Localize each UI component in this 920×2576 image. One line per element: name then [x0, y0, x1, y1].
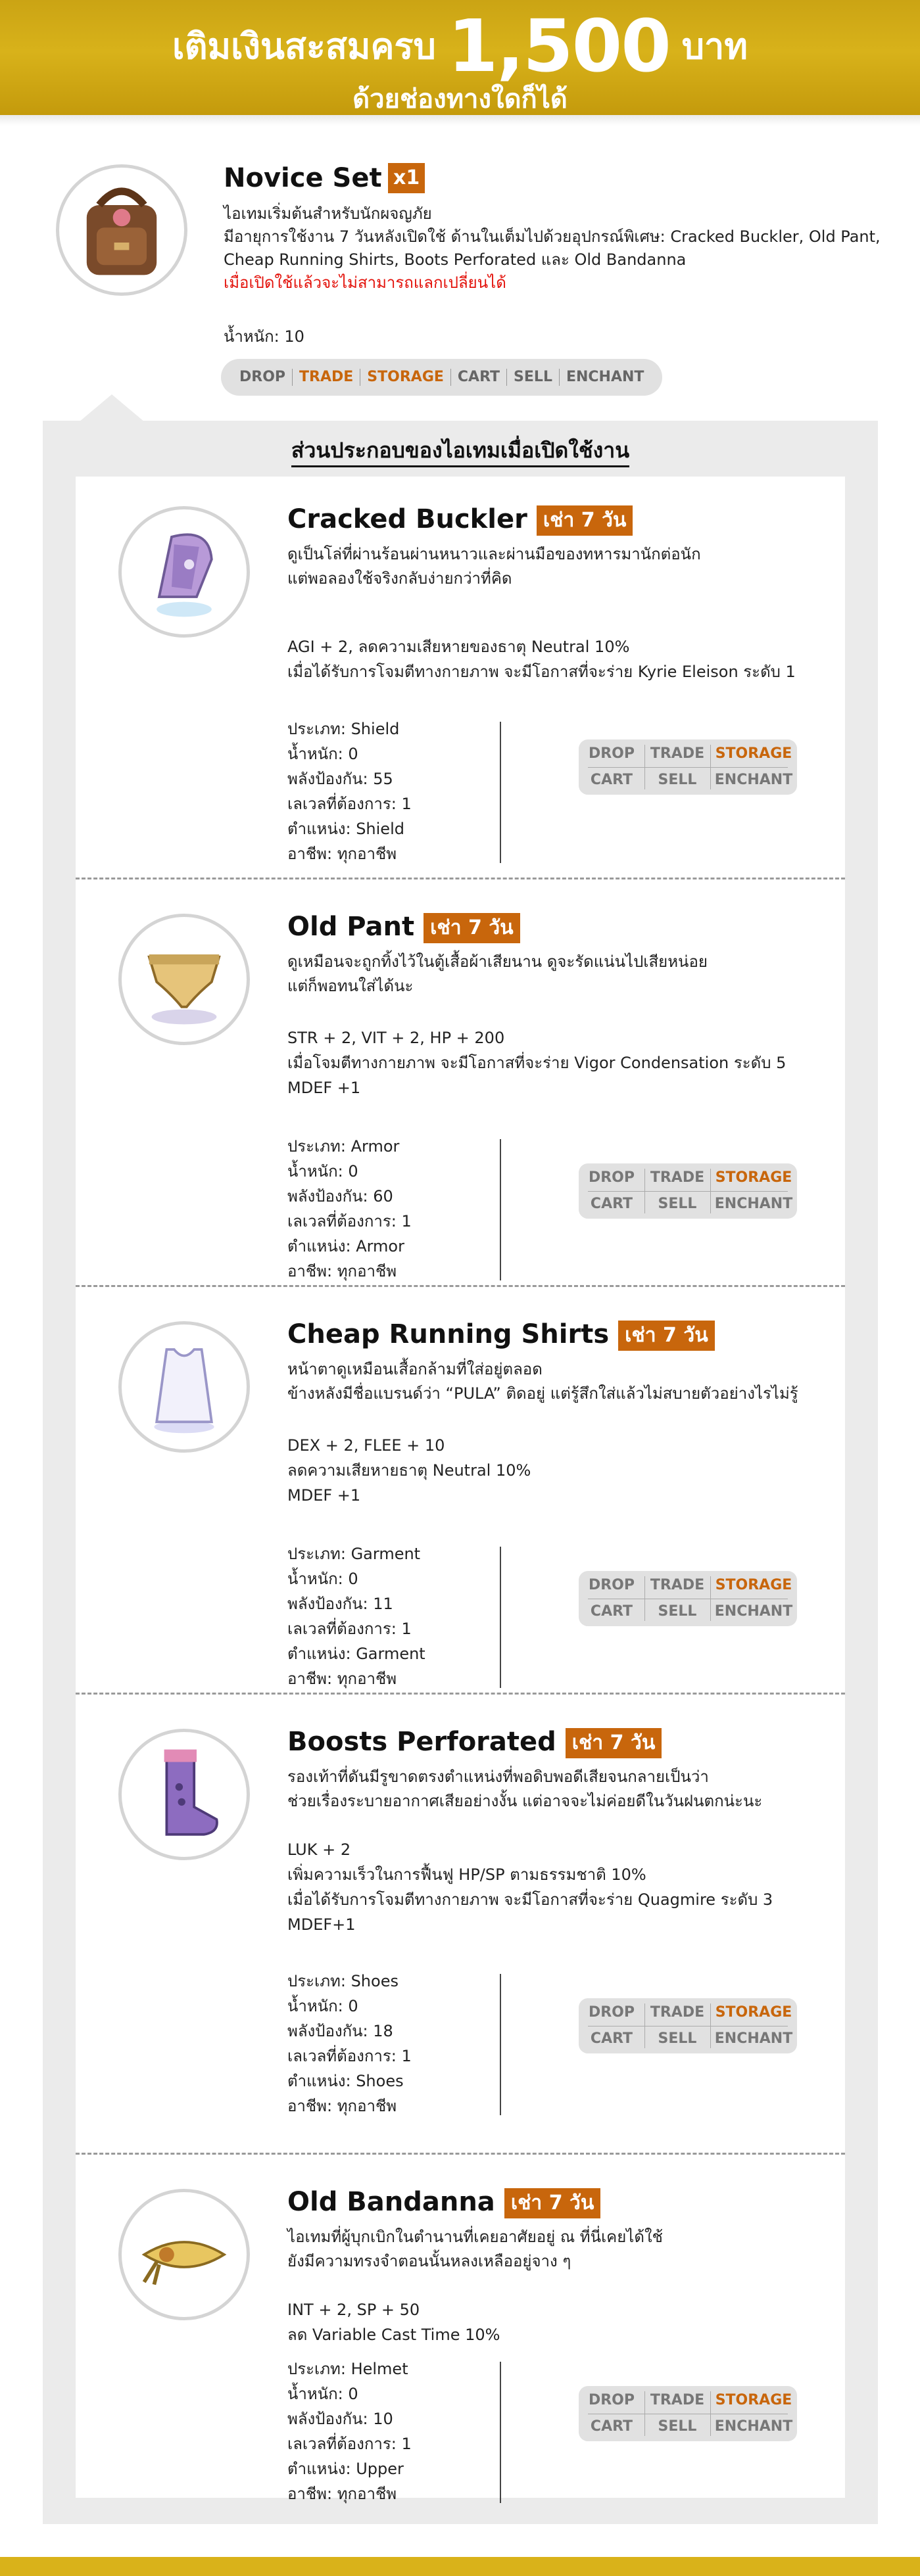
info-line: ตำแหน่ง: Upper	[287, 2460, 404, 2478]
banner-shadow	[0, 115, 920, 126]
tag-separator	[710, 1169, 711, 1213]
tag-sell: SELL	[507, 369, 560, 386]
stat-line: ลดความเสียหายธาตุ Neutral 10%	[287, 1461, 531, 1480]
info-line: อาชีพ: ทุกอาชีพ	[287, 2485, 397, 2503]
set-name: Novice Set	[224, 163, 382, 193]
info-line: น้ำหนัก: 0	[287, 1997, 358, 2015]
set-tags	[221, 359, 662, 396]
tag-separator	[644, 1576, 645, 1621]
info-line: ประเภท: Armor	[287, 1137, 400, 1156]
tag-drop: DROP	[588, 745, 635, 762]
tag-drop: DROP	[588, 1577, 635, 1593]
info-line: น้ำหนัก: 0	[287, 2385, 358, 2403]
set-warning: เมื่อเปิดใช้แล้วจะไม่สามารถแลกเปลี่ยนได้	[224, 273, 506, 292]
tag-sell: SELL	[658, 772, 697, 788]
info-line: อาชีพ: ทุกอาชีพ	[287, 1262, 397, 1280]
info-line: ประเภท: Shield	[287, 720, 400, 738]
stat-line: เพิ่มความเร็วในการฟื้นฟู HP/SP ตามธรรมชาติ 10%	[287, 1865, 646, 1884]
info-line: ตำแหน่ง: Armor	[287, 1237, 404, 1255]
item-description	[287, 950, 827, 998]
info-line: เลเวลที่ต้องการ: 1	[287, 2435, 412, 2453]
tag-separator	[710, 1576, 711, 1621]
info-line: พลังป้องกัน: 18	[287, 2022, 393, 2040]
info-line: น้ำหนัก: 0	[287, 1162, 358, 1181]
stat-line: STR + 2, VIT + 2, HP + 200	[287, 1029, 505, 1047]
footer-bar	[0, 2557, 920, 2576]
info-line: เลเวลที่ต้องการ: 1	[287, 795, 412, 813]
item-tags	[579, 2386, 797, 2441]
tag-storage: STORAGE	[715, 745, 792, 762]
info-line: ประเภท: Helmet	[287, 2360, 408, 2378]
stat-line: AGI + 2, ลดความเสียหายของธาตุ Neutral 10%	[287, 638, 630, 656]
item-tags	[579, 1163, 797, 1219]
item-description	[287, 1765, 827, 1814]
info-line: ตำแหน่ง: Shoes	[287, 2072, 404, 2090]
shirt-icon	[118, 1321, 250, 1453]
item-tags	[579, 1571, 797, 1626]
item-stats	[287, 634, 827, 684]
tag-cart: CART	[590, 2418, 633, 2435]
tag-separator	[588, 767, 788, 768]
stat-line: LUK + 2	[287, 1840, 351, 1859]
info-divider	[500, 1139, 501, 1280]
rent-badge: เช่า 7 วัน	[618, 1321, 715, 1351]
stat-line: MDEF +1	[287, 1079, 361, 1097]
tag-enchant: ENCHANT	[714, 1196, 793, 1212]
desc-line: ดูเหมือนจะถูกทิ้งไว้ในตู้เสื้อผ้าเสียนาน ดูจะรัดแน่นไปเสียหน่อย	[287, 952, 708, 971]
item-name	[287, 1727, 662, 1758]
tag-separator	[644, 1169, 645, 1213]
stat-line: INT + 2, SP + 50	[287, 2301, 420, 2319]
tag-drop: DROP	[233, 369, 293, 386]
item-description	[287, 542, 827, 591]
stat-line: MDEF +1	[287, 1486, 361, 1505]
panel-pointer	[79, 394, 145, 422]
rent-badge: เช่า 7 วัน	[537, 505, 633, 536]
tag-storage: STORAGE	[715, 2004, 792, 2021]
set-weight: น้ำหนัก: 10	[224, 327, 304, 346]
item-tags	[579, 739, 797, 795]
item-stats	[287, 1025, 827, 1100]
desc-line: ข้างหลังมีชื่อแบรนด์ว่า “PULA” ติดอยู่ แต่รู้สึกใส่แล้วไม่สบายตัวอย่างไรไม่รู้	[287, 1384, 798, 1403]
contents-panel	[43, 421, 878, 2524]
item-name	[287, 912, 520, 943]
tag-drop: DROP	[588, 1169, 635, 1186]
item-info	[287, 2356, 485, 2506]
panel-title-text: ส่วนประกอบของไอเทมเมื่อเปิดใช้งาน	[291, 438, 629, 467]
stat-line: เมื่อโจมตีทางกายภาพ จะมีโอกาสที่จะร่าย Vigor Condensation ระดับ 5	[287, 1054, 787, 1072]
tag-enchant: ENCHANT	[566, 369, 644, 385]
item-name-text: Cheap Running Shirts	[287, 1319, 610, 1349]
item-name	[287, 2187, 600, 2218]
desc-line: แต่ก็พอทนใส่ได้นะ	[287, 977, 414, 995]
tag-sell: SELL	[658, 1603, 697, 1620]
quantity-badge: x1	[388, 163, 425, 193]
tag-cart: CART	[590, 772, 633, 788]
panel-title	[43, 434, 878, 467]
tag-storage: STORAGE	[715, 1577, 792, 1593]
desc-line: แต่พอลองใช้จริงกลับง่ายกว่าที่คิด	[287, 569, 512, 588]
tag-separator	[588, 1191, 788, 1192]
rent-badge: เช่า 7 วัน	[504, 2188, 601, 2218]
item-stats	[287, 2297, 827, 2347]
item-info	[287, 1541, 485, 1691]
tag-cart: CART	[590, 1603, 633, 1620]
set-desc-line: Cheap Running Shirts, Boots Perforated และ Old Bandanna	[224, 250, 687, 269]
promo-banner	[0, 0, 920, 115]
tag-trade: TRADE	[650, 1169, 705, 1186]
tag-enchant: ENCHANT	[714, 1603, 793, 1620]
stat-line: ลด Variable Cast Time 10%	[287, 2326, 500, 2344]
info-line: พลังป้องกัน: 10	[287, 2410, 393, 2428]
tag-trade: TRADE	[650, 745, 705, 762]
tag-cart: CART	[590, 2030, 633, 2047]
tag-enchant: ENCHANT	[714, 2418, 793, 2435]
desc-line: ดูเป็นโล่ที่ผ่านร้อนผ่านหนาวและผ่านมือของทหารมานักต่อนัก	[287, 545, 701, 563]
desc-line: ไอเทมที่ผู้บุกเบิกในตำนานที่เคยอาศัยอยู่ ณ ที่นี่เคยได้ใช้	[287, 2228, 663, 2246]
info-line: อาชีพ: ทุกอาชีพ	[287, 845, 397, 863]
item-stats	[287, 1433, 827, 1508]
item-separator	[76, 1285, 845, 1287]
item-tags	[579, 1998, 797, 2053]
item-description	[287, 2225, 827, 2274]
info-line: เลเวลที่ต้องการ: 1	[287, 1620, 412, 1638]
item-info	[287, 1134, 485, 1284]
desc-line: หน้าตาดูเหมือนเสื้อกล้ามที่ใส่อยู่ตลอด	[287, 1360, 543, 1378]
tag-storage: STORAGE	[715, 1169, 792, 1186]
tag-separator	[710, 2391, 711, 2436]
item-description	[287, 1357, 827, 1406]
info-line: พลังป้องกัน: 11	[287, 1595, 393, 1613]
item-name-text: Old Bandanna	[287, 2187, 495, 2217]
item-info	[287, 1969, 485, 2119]
backpack-icon	[56, 164, 187, 296]
info-line: ประเภท: Shoes	[287, 1972, 399, 1990]
tag-storage: STORAGE	[715, 2392, 792, 2408]
banner-suffix: บาท	[681, 26, 748, 67]
tag-sell: SELL	[658, 1196, 697, 1212]
stat-line: DEX + 2, FLEE + 10	[287, 1436, 445, 1455]
info-line: พลังป้องกัน: 55	[287, 770, 393, 788]
info-divider	[500, 722, 501, 863]
banner-headline	[0, 4, 920, 88]
pant-icon	[118, 914, 250, 1045]
tag-sell: SELL	[658, 2030, 697, 2047]
item-name	[287, 504, 633, 536]
info-line: เลเวลที่ต้องการ: 1	[287, 2047, 412, 2065]
stat-line: เมื่อได้รับการโจมตีทางกายภาพ จะมีโอกาสที่จะร่าย Kyrie Eleison ระดับ 1	[287, 663, 796, 681]
tag-drop: DROP	[588, 2392, 635, 2408]
item-name-text: Boosts Perforated	[287, 1727, 556, 1757]
boots-icon	[118, 1729, 250, 1860]
item-separator	[76, 1693, 845, 1695]
info-line: น้ำหนัก: 0	[287, 745, 358, 763]
buckler-icon	[118, 506, 250, 638]
bandanna-icon	[118, 2189, 250, 2320]
set-card	[0, 151, 920, 401]
tag-separator	[644, 745, 645, 789]
tag-separator	[644, 2391, 645, 2436]
info-divider	[500, 2362, 501, 2503]
tag-enchant: ENCHANT	[714, 2030, 793, 2047]
tag-sell: SELL	[658, 2418, 697, 2435]
info-line: พลังป้องกัน: 60	[287, 1187, 393, 1206]
item-stats	[287, 1837, 827, 1937]
stat-line: เมื่อได้รับการโจมตีทางกายภาพ จะมีโอกาสที่จะร่าย Quagmire ระดับ 3	[287, 1890, 773, 1909]
item-separator	[76, 878, 845, 879]
info-divider	[500, 1974, 501, 2115]
item-name-text: Old Pant	[287, 912, 415, 942]
tag-trade: TRADE	[293, 369, 360, 386]
info-line: ประเภท: Garment	[287, 1545, 421, 1563]
tag-separator	[710, 2003, 711, 2048]
tag-separator	[644, 2003, 645, 2048]
set-description	[224, 202, 881, 294]
desc-line: ช่วยเรื่องระบายอากาศเสียอย่างงั้น แต่อาจจะไม่ค่อยดีในวันฝนตกน่ะนะ	[287, 1792, 763, 1810]
item-name	[287, 1319, 715, 1351]
info-line: อาชีพ: ทุกอาชีพ	[287, 2097, 397, 2115]
info-line: ตำแหน่ง: Garment	[287, 1645, 425, 1663]
desc-line: ยังมีความทรงจำตอนนั้นหลงเหลืออยู่จาง ๆ	[287, 2252, 571, 2270]
stat-line: MDEF+1	[287, 1915, 356, 1934]
info-line: น้ำหนัก: 0	[287, 1570, 358, 1588]
item-name-text: Cracked Buckler	[287, 504, 527, 534]
info-line: ตำแหน่ง: Shield	[287, 820, 404, 838]
tag-cart: CART	[451, 369, 507, 386]
item-separator	[76, 2153, 845, 2155]
tag-cart: CART	[590, 1196, 633, 1212]
banner-amount: 1,500	[447, 4, 670, 88]
tag-enchant: ENCHANT	[714, 772, 793, 788]
rent-badge: เช่า 7 วัน	[566, 1728, 662, 1758]
info-divider	[500, 1547, 501, 1688]
tag-trade: TRADE	[650, 2392, 705, 2408]
tag-trade: TRADE	[650, 2004, 705, 2021]
tag-trade: TRADE	[650, 1577, 705, 1593]
set-desc-line: ไอเทมเริ่มต้นสำหรับนักผจญภัย	[224, 204, 432, 223]
info-line: อาชีพ: ทุกอาชีพ	[287, 1670, 397, 1688]
tag-drop: DROP	[588, 2004, 635, 2021]
item-list	[76, 477, 845, 2503]
tag-storage: STORAGE	[360, 369, 451, 386]
rent-badge: เช่า 7 วัน	[424, 913, 520, 943]
desc-line: รองเท้าที่ดันมีรูขาดตรงตำแหน่งที่พอดิบพอดีเสียจนกลายเป็นว่า	[287, 1768, 709, 1786]
tag-separator	[710, 745, 711, 789]
banner-subtitle: ด้วยช่องทางใดก็ได้	[352, 84, 568, 114]
set-desc-line: มีอายุการใช้งาน 7 วันหลังเปิดใช้ ด้านในเต็มไปด้วยอุปกรณ์พิเศษ: Cracked Buckler, Old Pant,	[224, 227, 881, 246]
banner-prefix: เติมเงินสะสมครบ	[172, 26, 436, 67]
item-info	[287, 716, 485, 866]
info-line: เลเวลที่ต้องการ: 1	[287, 1212, 412, 1230]
